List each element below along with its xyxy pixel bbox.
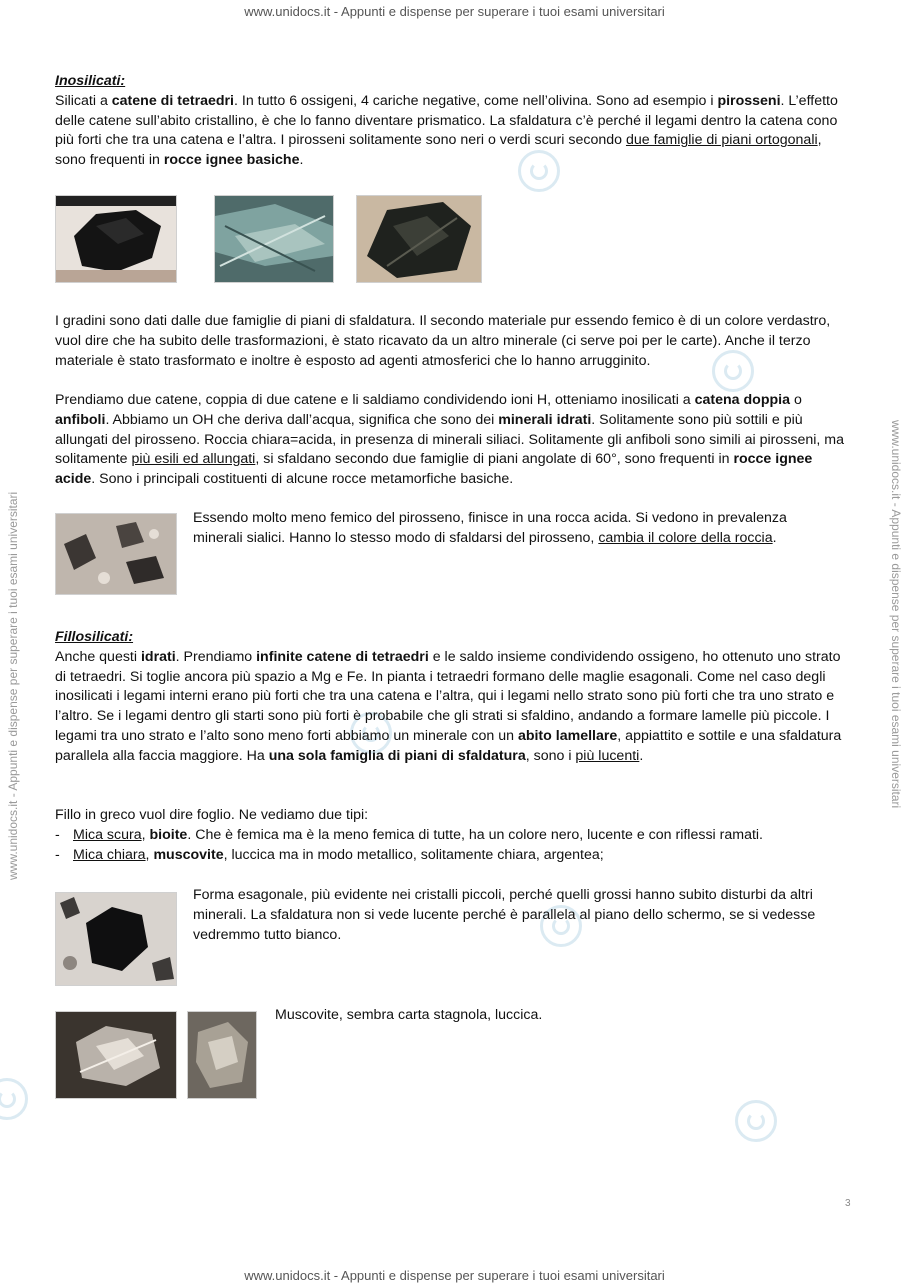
watermark-logo-icon xyxy=(735,1100,777,1142)
pyroxene-photo-2 xyxy=(214,195,334,283)
amphibole-photo xyxy=(55,513,177,595)
section-title-fillosilicati: Fillosilicati: xyxy=(55,629,134,645)
pyroxene-photo-1 xyxy=(55,195,177,283)
watermark-logo-icon xyxy=(0,1078,28,1120)
list-item: - Mica scura, bioite. Che è femica ma è la meno femica di tutte, ha un colore nero, lucente e con riflessi ramati. xyxy=(55,826,855,846)
muscovite-caption: Muscovite, sembra carta stagnola, luccica. xyxy=(275,1007,543,1023)
pyroxene-photo-3 xyxy=(356,195,482,283)
inosilicati-paragraph-3: Prendiamo due catene, coppia di due catene e li saldiamo condividendo ioni H, otteniamo inosilicati a catena doppia o anfiboli. Abbiamo un OH che deriva dall’acqua, significa che sono dei minerali idrati. Solitamente sono più sottili e più allungati del pirosseno. Roccia chiara=acida, in presenza di minerali siliaci. Solitamente gli anfiboli sono simili ai pirosseni, ma solitamente più esili ed allungati, si sfaldano secondo due famiglie di piani angolate di 60°, sono frequenti in rocce ignee acide. Sono i principali costituenti di alcune rocce metamorfiche basiche. xyxy=(55,392,844,488)
page-footer: www.unidocs.it - Appunti e dispense per superare i tuoi esami universitari xyxy=(244,1268,665,1283)
muscovite-photo-2 xyxy=(187,1011,257,1099)
muscovite-photo-1 xyxy=(55,1011,177,1099)
fillosilicati-section xyxy=(55,628,855,767)
inosilicati-section xyxy=(55,72,855,171)
fillosilicati-paragraph-1: Anche questi idrati. Prendiamo infinite catene di tetraedri e le saldo insieme condividendo ossigeno, ho ottenuto uno strato di tetraedri. Si toglie ancora più spazio a Mg e Fe. In pianta i tetraedri formano delle maglie esagonali. Come nel caso degli inosilicati i legami interni erano più forti che tra una catena e l’altra, qui i legami nello strato sono più forti che tra uno strato e l’altro. Se i legami dentro gli starti sono più forti è probabile che gli strati si sfaldino, andando a formare lamelle più piccole. I legami tra uno strato e l’alto sono meno forti abbiamo un minerale con un abito lamellare, appiattito e sottile e una sfaldatura parallela alla faccia maggiore. Ha una sola famiglia di piani di sfaldatura, sono i più lucenti. xyxy=(55,648,842,764)
mica-list xyxy=(55,826,855,866)
page-number: 3 xyxy=(845,1198,851,1209)
page-header: www.unidocs.it - Appunti e dispense per superare i tuoi esami universitari xyxy=(244,4,665,19)
biotite-caption: Forma esagonale, più evidente nei cristalli piccoli, perché quelli grossi hanno subito disturbi da altri minerali. La sfaldatura non si vede lucente perché è parallela al piano dello schermo, se si vedesse vedremmo tutto bianco. xyxy=(193,887,816,943)
list-item: - Mica chiara, muscovite, luccica ma in modo metallico, solitamente chiara, argentea; xyxy=(55,846,855,866)
inosilicati-paragraph-1: Silicati a catene di tetraedri. In tutto 6 ossigeni, 4 cariche negative, come nell’olivina. Sono ad esempio i pirosseni. L’effetto delle catene sull’abito cristallino, è che lo fanno diventare prismatico. La sfaldatura c’è perché il legami dentro la catena cono più forti che tra una catena e l’altra. I pirosseni solitamente sono neri o verdi scuri secondo due famiglie di piani ortogonali, sono frequenti in rocce ignee basiche. xyxy=(55,92,838,169)
section-title-inosilicati: Inosilicati: xyxy=(55,73,126,89)
biotite-photo xyxy=(55,892,177,986)
inosilicati-paragraph-2: I gradini sono dati dalle due famiglie di piani di sfaldatura. Il secondo materiale pur essendo femico è di un colore verdastro, vuol dire che ha subito delle trasformazioni, è stato ricavato da un altro minerale (ci serve poi per le carte). Anche il terzo materiale è stato trasformato e inoltre è esposto ad agenti atmosferici che lo hanno arrugginito. xyxy=(55,313,831,369)
left-side-watermark: www.unidocs.it - Appunti e dispense per superare i tuoi esami universitari xyxy=(6,491,20,880)
amphibole-caption: Essendo molto meno femico del pirosseno, finisce in una rocca acida. Si vedono in prevalenza minerali sialici. Hanno lo stesso modo di sfaldarsi del pirosseno, cambia il colore della roccia. xyxy=(193,510,787,546)
right-side-watermark: www.unidocs.it - Appunti e dispense per superare i tuoi esami universitari xyxy=(889,420,903,809)
fillosilicati-paragraph-2: Fillo in greco vuol dire foglio. Ne vediamo due tipi: - Mica scura, bioite. Che è femica ma è la meno femica di tutte, ha un colore nero, lucente e con riflessi ramati. - Mica chiara, muscovite, luccica ma in modo metallico, solitamente chiara, argentea; xyxy=(55,806,855,865)
